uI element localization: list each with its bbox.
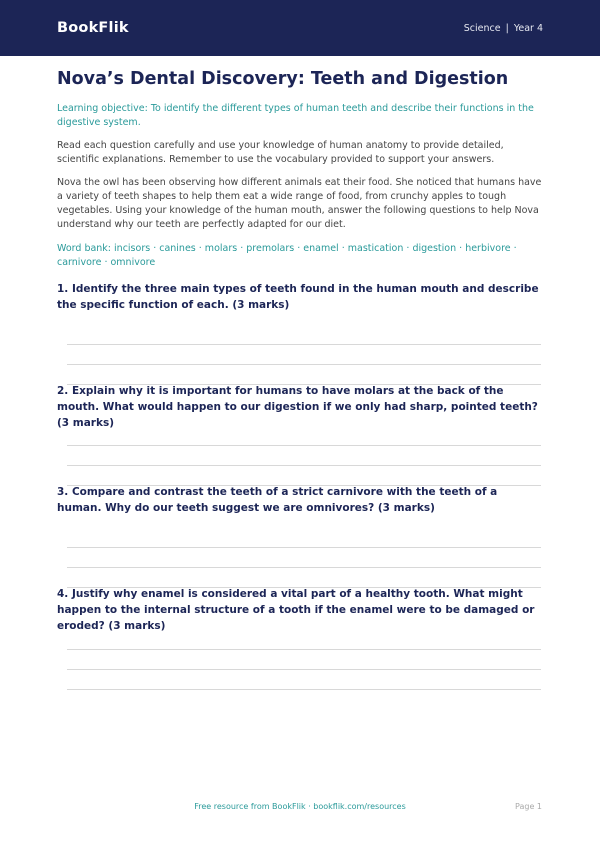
- subject-label: Science: [463, 22, 501, 34]
- answer-line[interactable]: [67, 567, 541, 568]
- answer-line[interactable]: [67, 649, 541, 650]
- answer-line[interactable]: [67, 669, 541, 670]
- header-bar: [0, 0, 600, 56]
- story-paragraph: Nova the owl has been observing how different animals eat their food. She noticed that humans have a variety of teeth shapes to help them eat a wide range of food, from crunchy apples to tough vegetables. Using your knowledge of the human mouth, answer the following questions to help Nova understand why our teeth are perfectly adapted for our diet.: [57, 177, 542, 230]
- page-number: Page 1: [515, 802, 542, 811]
- answer-line[interactable]: [67, 344, 541, 345]
- brand-logo[interactable]: BookFlik: [57, 20, 129, 36]
- subject-separator: |: [505, 22, 509, 34]
- page-title: Nova’s Dental Discovery: Teeth and Digestion: [57, 69, 509, 89]
- question-text: 2. Explain why it is important for humans to have molars at the back of the mouth. What would happen to our digestion if we only had sharp, pointed teeth? (3 marks): [57, 385, 538, 429]
- question-text: 4. Justify why enamel is considered a vital part of a healthy tooth. What might happen to the internal structure of a tooth if the enamel were to be damaged or eroded? (3 marks): [57, 588, 535, 632]
- answer-line[interactable]: [67, 465, 541, 466]
- question-1: [57, 281, 543, 313]
- instructions-paragraph: Read each question carefully and use your knowledge of human anatomy to provide detailed, scientific explanations. Remember to use the vocabulary provided to support your answers.: [57, 140, 504, 165]
- question-3: [57, 484, 543, 516]
- answer-line[interactable]: [67, 364, 541, 365]
- word-bank: Word bank: incisors · canines · molars · premolars · enamel · mastication · digestion · herbivore · carnivore · omnivore: [57, 243, 517, 268]
- footer-resource-link[interactable]: Free resource from BookFlik · bookflik.com/resources: [194, 802, 406, 811]
- answer-line[interactable]: [67, 445, 541, 446]
- question-text: 3. Compare and contrast the teeth of a strict carnivore with the teeth of a human. Why do our teeth suggest we are omnivores? (3 marks): [57, 486, 498, 514]
- year-label: Year 4: [513, 22, 543, 34]
- answer-line[interactable]: [67, 547, 541, 548]
- answer-line[interactable]: [67, 689, 541, 690]
- question-2: [57, 383, 543, 431]
- question-text: 1. Identify the three main types of teeth found in the human mouth and describe the specific function of each. (3 marks): [57, 283, 539, 311]
- subject-year-label: [464, 23, 543, 34]
- question-4: [57, 586, 543, 634]
- worksheet-intro: [57, 56, 543, 270]
- learning-objective: Learning objective: To identify the different types of human teeth and describe their functions in the digestive system.: [57, 103, 534, 128]
